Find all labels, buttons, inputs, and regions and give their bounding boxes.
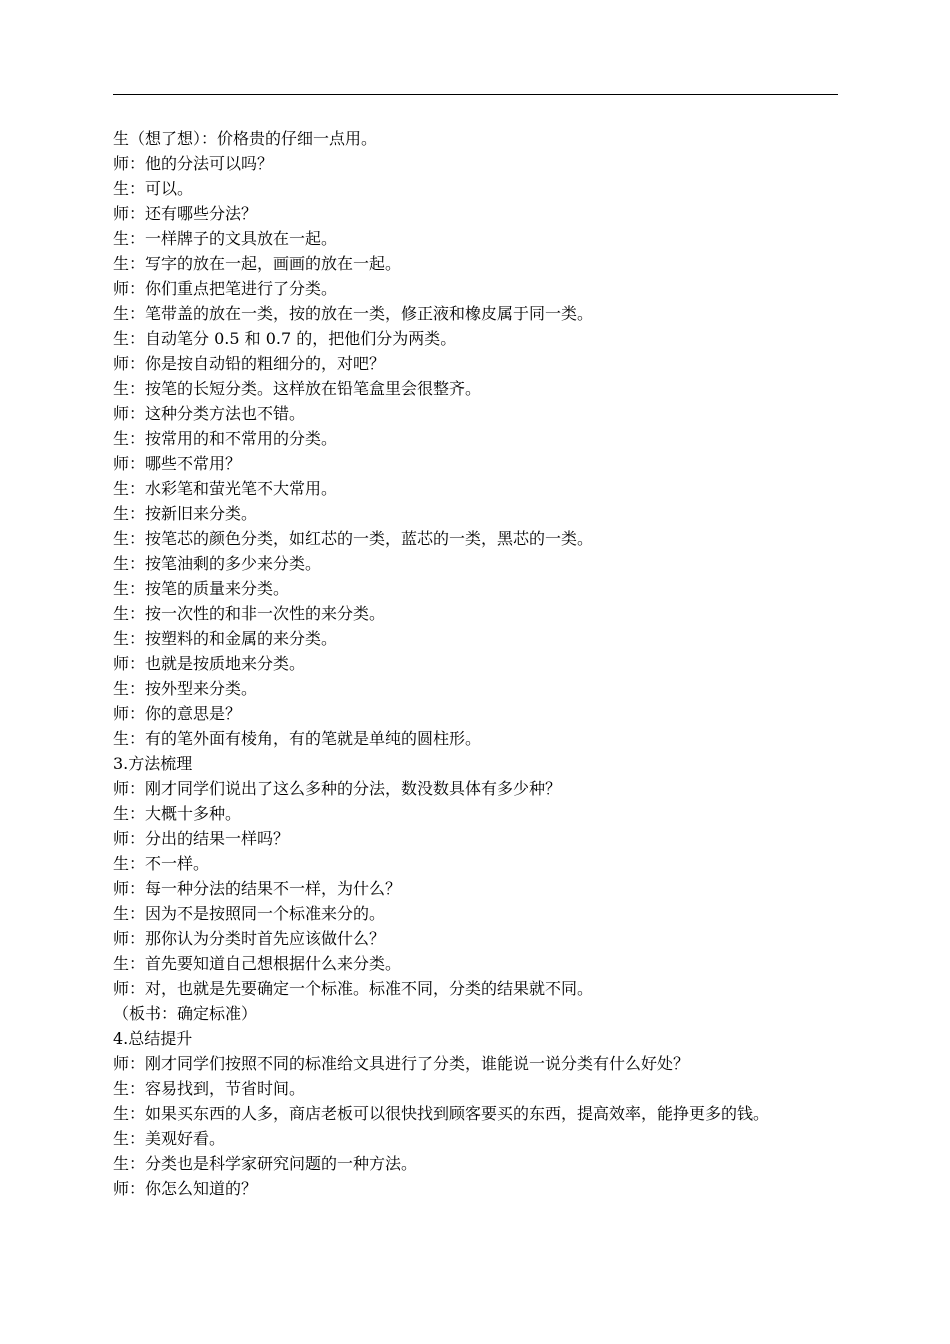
text-line: 师：对，也就是先要确定一个标准。标准不同，分类的结果就不同。 (113, 979, 594, 998)
text-line: 师：也就是按质地来分类。 (113, 654, 306, 673)
text-line: 生：按笔的质量来分类。 (113, 579, 290, 598)
text-line: 生：大概十多种。 (113, 804, 242, 823)
header-rule (113, 94, 838, 95)
text-line: 生（想了想）：价格贵的仔细一点用。 (113, 129, 378, 148)
text-line: 师：那你认为分类时首先应该做什么？ (113, 929, 386, 948)
text-line: 生：一样牌子的文具放在一起。 (113, 229, 338, 248)
text-line: 师：哪些不常用？ (113, 454, 242, 473)
document-body (113, 126, 838, 1201)
text-line: 生：因为不是按照同一个标准来分的。 (113, 904, 386, 923)
text-line: 生：按外型来分类。 (113, 679, 258, 698)
text-line: 生：容易找到，节省时间。 (113, 1079, 306, 1098)
text-line: 师：你的意思是？ (113, 704, 242, 723)
board-note: （板书：确定标准） (113, 1004, 258, 1023)
text-line: 生：笔带盖的放在一类，按的放在一类，修正液和橡皮属于同一类。 (113, 304, 594, 323)
text-line: 师：还有哪些分法？ (113, 204, 258, 223)
text-line: 生：写字的放在一起，画画的放在一起。 (113, 254, 402, 273)
text-line: 生：按笔油剩的多少来分类。 (113, 554, 322, 573)
text-line: 生：有的笔外面有棱角，有的笔就是单纯的圆柱形。 (113, 729, 482, 748)
text-line: 师：分出的结果一样吗？ (113, 829, 290, 848)
text-line: 生：按笔的长短分类。这样放在铅笔盒里会很整齐。 (113, 379, 482, 398)
text-line: 师：刚才同学们按照不同的标准给文具进行了分类，谁能说一说分类有什么好处？ (113, 1054, 690, 1073)
text-line: 生：如果买东西的人多，商店老板可以很快找到顾客要买的东西，提高效率，能挣更多的钱。 (113, 1104, 770, 1123)
text-line: 师：你怎么知道的？ (113, 1179, 258, 1198)
text-line: 师：你们重点把笔进行了分类。 (113, 279, 338, 298)
text-line: 师：这种分类方法也不错。 (113, 404, 306, 423)
text-line: 师：刚才同学们说出了这么多种的分法，数没数具体有多少种？ (113, 779, 562, 798)
section-heading: 4.总结提升 (113, 1029, 193, 1048)
text-line: 生：分类也是科学家研究问题的一种方法。 (113, 1154, 418, 1173)
text-line: 师：每一种分法的结果不一样，为什么？ (113, 879, 402, 898)
text-line: 生：可以。 (113, 179, 194, 198)
text-line: 生：美观好看。 (113, 1129, 226, 1148)
text-line: 生：首先要知道自己想根据什么来分类。 (113, 954, 402, 973)
text-line: 生：水彩笔和萤光笔不大常用。 (113, 479, 338, 498)
text-line: 生：按常用的和不常用的分类。 (113, 429, 338, 448)
text-line: 生：按笔芯的颜色分类，如红芯的一类，蓝芯的一类，黑芯的一类。 (113, 529, 594, 548)
text-line: 师：他的分法可以吗？ (113, 154, 274, 173)
text-line: 生：不一样。 (113, 854, 210, 873)
text-line: 生：自动笔分 0.5 和 0.7 的，把他们分为两类。 (113, 329, 457, 348)
text-line: 生：按塑料的和金属的来分类。 (113, 629, 338, 648)
section-heading: 3.方法梳理 (113, 754, 193, 773)
text-line: 生：按一次性的和非一次性的来分类。 (113, 604, 386, 623)
text-line: 师：你是按自动铅的粗细分的，对吧？ (113, 354, 386, 373)
text-line: 生：按新旧来分类。 (113, 504, 258, 523)
